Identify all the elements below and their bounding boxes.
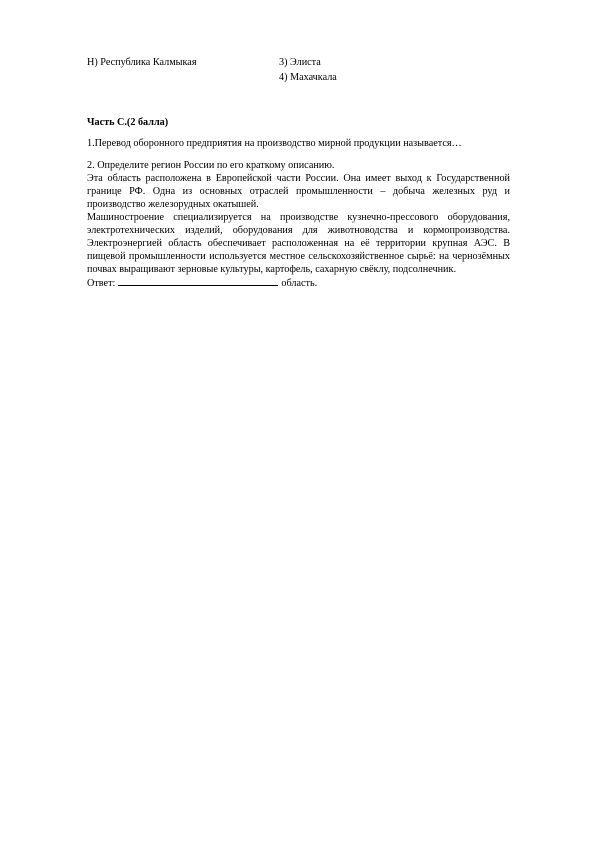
question-1: 1.Перевод оборонного предприятия на производство мирной продукции называется… <box>87 138 462 149</box>
section-heading: Часть С.(2 балла) <box>87 117 169 128</box>
answer-suffix: область. <box>281 278 318 289</box>
question-2-body <box>87 172 510 290</box>
answer-line-row <box>87 276 510 290</box>
question-2-paragraph-1: Эта область расположена в Европейской части России. Она имеет выход к Государственной границе РФ. Одна из основных отраслей промышленности – добыча железных руд и производство железорудных окатышей. <box>87 173 510 210</box>
answer-option-right-2: 4) Махачкала <box>279 72 337 83</box>
question-2-paragraph-2: Машиностроение специализируется на производстве кузнечно-прессового оборудования, электротехнических изделий, оборудования для животноводства и кормопроизводства. Электроэнергией область обеспечивает расположенная на её территории крупная АЭС. В пищевой промышленности используется местное сельскохозяйственное сырьё: на чернозёмных почвах выращивают зерновые культуры, картофель, сахарную свёклу, подсолнечник. <box>87 212 510 275</box>
question-2-title: 2. Определите регион России по его краткому описанию. <box>87 160 335 171</box>
answer-option-right-1: 3) Элиста <box>279 57 321 68</box>
answer-blank[interactable] <box>118 276 278 286</box>
answer-label: Ответ: <box>87 278 116 289</box>
answer-option-left: Н) Республика Калмыкая <box>87 57 197 68</box>
